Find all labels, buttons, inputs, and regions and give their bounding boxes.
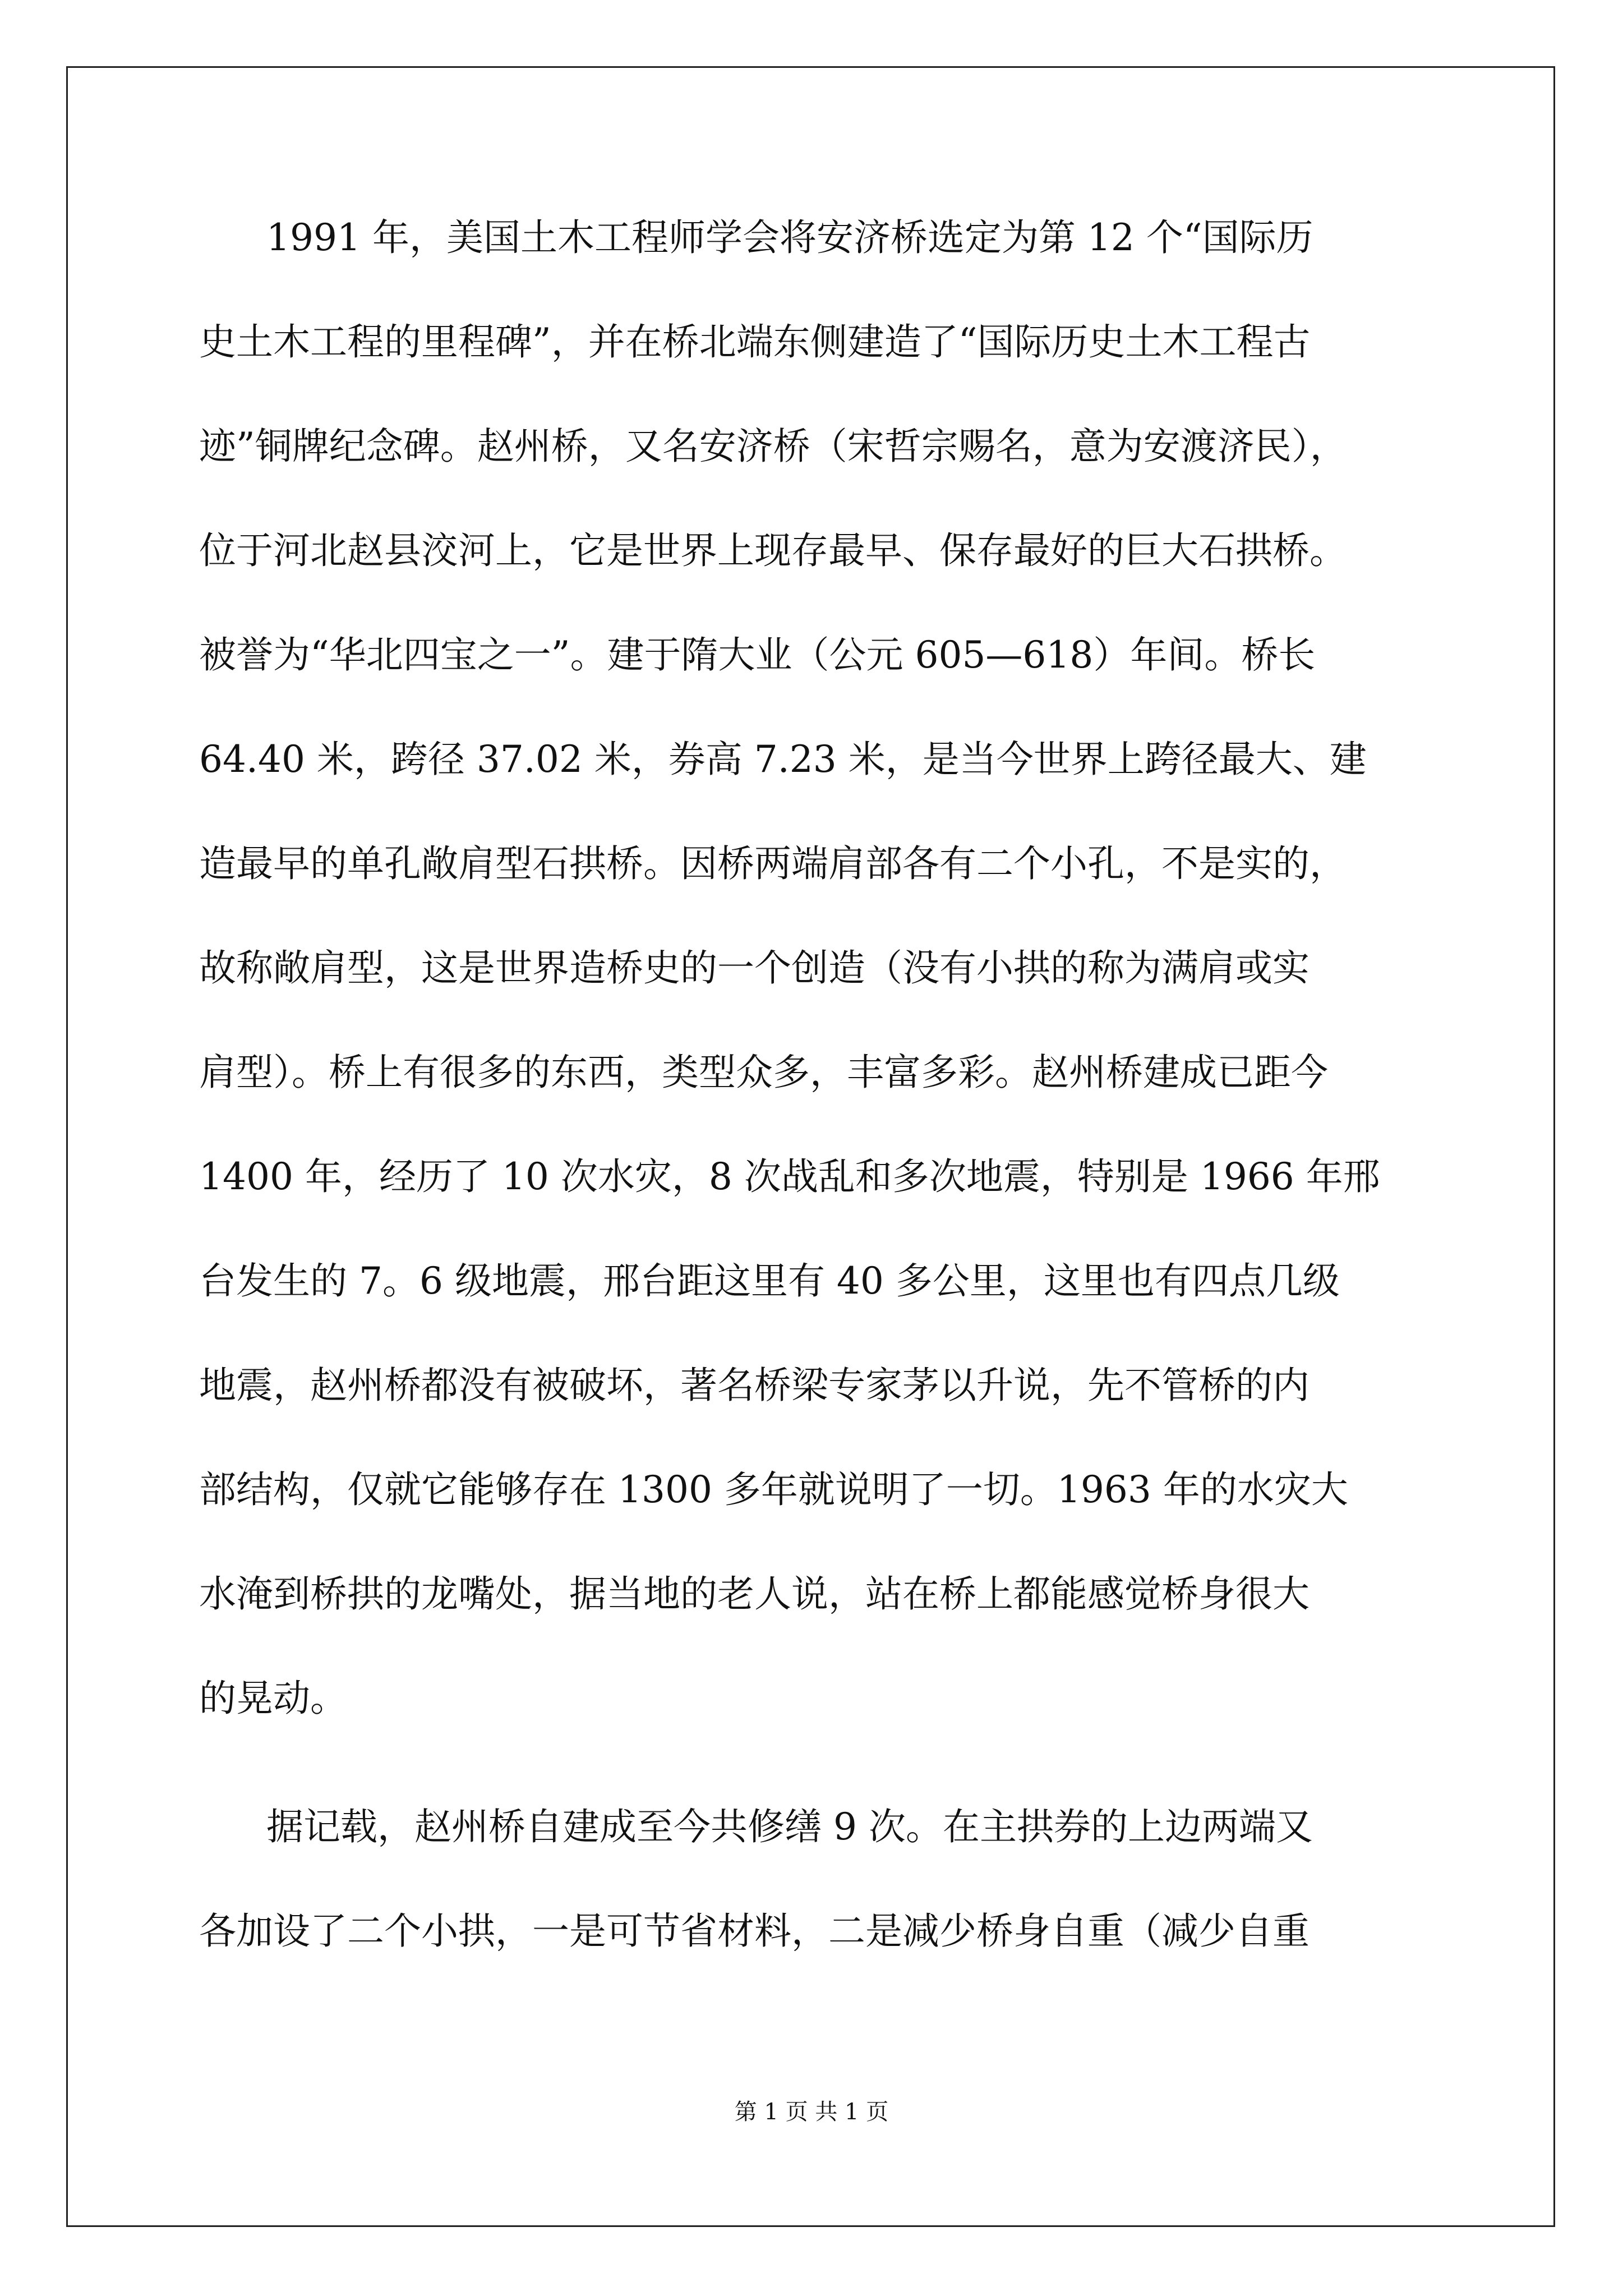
paragraph-1-line-15: 的晃动。: [199, 1677, 347, 1720]
paragraph-1-line-14: 水淹到桥拱的龙嘴处，据当地的老人说，站在桥上都能感觉桥身很大: [199, 1572, 1310, 1616]
paragraph-1-line-6: 64.40 米，跨径 37.02 米，券高 7.23 米，是当今世界上跨径最大、建: [199, 738, 1367, 781]
paragraph-1-line-1: 1991 年，美国土木工程师学会将安济桥选定为第 12 个“国际历: [266, 216, 1313, 259]
paragraph-1-line-8: 故称敞肩型，这是世界造桥史的一个创造（没有小拱的称为满肩或实: [199, 946, 1310, 990]
paragraph-1-line-3: 迹”铜牌纪念碑。赵州桥，又名安济桥（宋哲宗赐名，意为安渡济民），: [199, 425, 1347, 468]
paragraph-1-line-5: 被誉为“华北四宝之一”。建于隋大业（公元 605—618）年间。桥长: [199, 633, 1316, 677]
paragraph-1-line-12: 地震，赵州桥都没有被破坏，著名桥梁专家茅以升说，先不管桥的内: [199, 1364, 1310, 1407]
paragraph-1-line-9: 肩型）。桥上有很多的东西，类型众多，丰富多彩。赵州桥建成已距今: [199, 1051, 1328, 1094]
page-footer: 第 1 页 共 1 页: [734, 2099, 889, 2125]
paragraph-2-line-1: 据记载，赵州桥自建成至今共修缮 9 次。在主拱券的上边两端又: [266, 1805, 1313, 1848]
paragraph-2-line-2: 各加设了二个小拱，一是可节省材料，二是减少桥身自重（减少自重: [199, 1910, 1310, 1953]
paragraph-1-line-2: 史土木工程的里程碑”，并在桥北端东侧建造了“国际历史土木工程古: [199, 320, 1311, 364]
paragraph-1-line-13: 部结构，仅就它能够存在 1300 多年就说明了一切。1963 年的水灾大: [199, 1468, 1348, 1511]
paragraph-1-line-10: 1400 年，经历了 10 次水灾，8 次战乱和多次地震，特别是 1966 年邢: [199, 1155, 1380, 1198]
paragraph-1-line-11: 台发生的 7。6 级地震，邢台距这里有 40 多公里，这里也有四点几级: [199, 1259, 1340, 1303]
paragraph-1-line-4: 位于河北赵县洨河上，它是世界上现存最早、保存最好的巨大石拱桥。: [199, 529, 1347, 572]
paragraph-1-line-7: 造最早的单孔敞肩型石拱桥。因桥两端肩部各有二个小孔，不是实的，: [199, 842, 1347, 885]
